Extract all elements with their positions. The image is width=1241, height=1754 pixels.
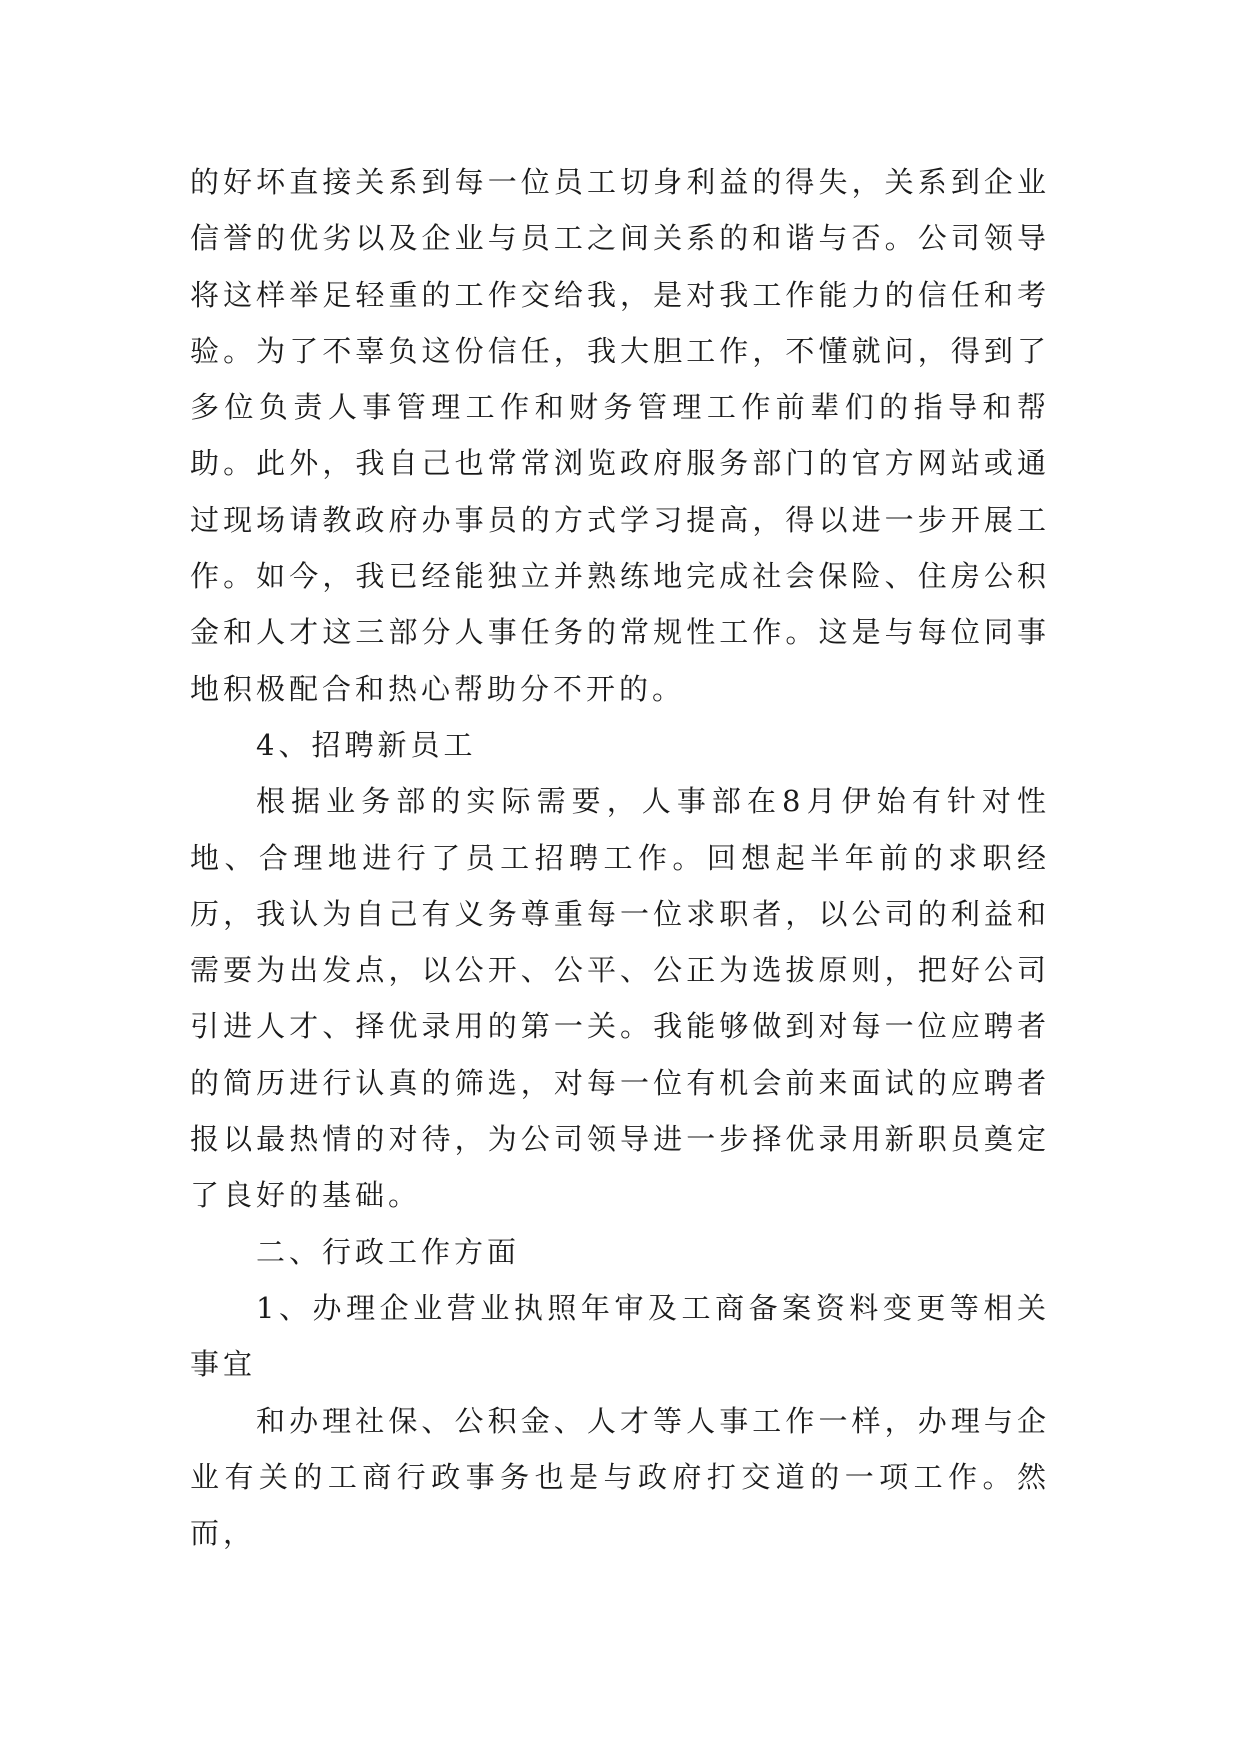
paragraph-business-affairs: 和办理社保、公积金、人才等人事工作一样，办理与企业有关的工商行政事务也是与政府打交道的一项工作。然而， [190,1403,1050,1551]
paragraph-continuation: 的好坏直接关系到每一位员工切身利益的得失，关系到企业信誉的优劣以及企业与员工之间关系的和谐与否。公司领导将这样举足轻重的工作交给我，是对我工作能力的信任和考验。为了不辜负这份信任，我大胆工作，不懂就问，得到了多位负责人事管理工作和财务管理工作前辈们的指导和帮助。此外，我自己也常常浏览政府服务部门的官方网站或通过现场请教政府办事员的方式学习提高，得以进一步开展工作。如今，我已经能独立并熟练地完成社会保险、住房公积金和人才这三部分人事任务的常规性工作。这是与每位同事地积极配合和热心帮助分不开的。 [190,165,1050,706]
heading-administrative-work: 二、行政工作方面 [256,1234,521,1269]
heading-recruit-new-staff: 4、招聘新员工 [256,727,477,762]
heading-business-license: 1、办理企业营业执照年审及工商备案资料变更等相关事宜 [190,1290,1050,1382]
paragraph-recruitment: 根据业务部的实际需要，人事部在8月伊始有针对性地、合理地进行了员工招聘工作。回想起半年前的求职经历，我认为自己有义务尊重每一位求职者，以公司的利益和需要为出发点，以公开、公平、公正为选拔原则，把好公司引进人才、择优录用的第一关。我能够做到对每一位应聘者的简历进行认真的筛选，对每一位有机会前来面试的应聘者报以最热情的对待，为公司领导进一步择优录用新职员奠定了良好的基础。 [190,784,1050,1213]
document-body [190,154,1050,1561]
